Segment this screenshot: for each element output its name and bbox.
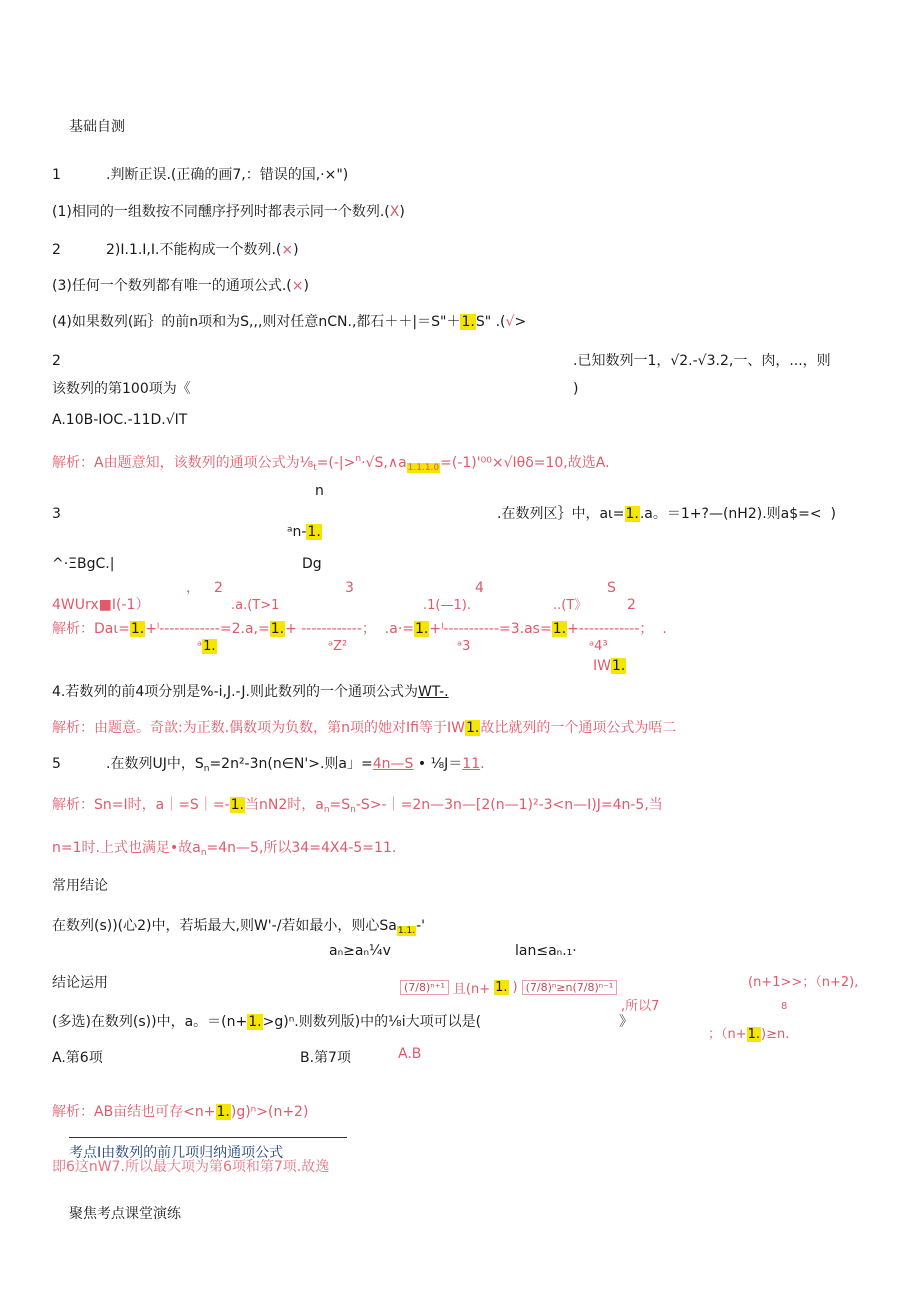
app-f3-hl: 1. [747,1027,761,1042]
a3-line1a [52,596,149,614]
a5-l2-pre: n=1时.上式也满足•故a [52,840,201,856]
q1-2-number: 2 [52,242,61,258]
a5-sub1: n [323,805,330,815]
a3-den1-hl: 1. [203,639,216,654]
a3-num-3: 3 [345,580,354,596]
section-title-basic-test: 基础自测 [69,119,125,135]
a2-post: =(-1)'⁰⁰×√Iθδ=10,故选A. [440,455,610,471]
fraction-box-1: (7/8)ⁿ⁺¹ [400,980,449,995]
kaodian-overlap-text: 即6这nW7.所以最大项为第6项和第7项.故逸 [52,1159,330,1175]
conc-post: -' [416,918,425,934]
q1-4-pre: (4)如果数列(跖｝的前n项和为S,,,则对任意nCN.,都石＋＋|＝S"＋ [52,314,461,330]
option-b: B.第7项 [300,1050,351,1066]
a3-last-hl: 1. [611,658,626,674]
conclusion-sub-a: aₙ≥aₙ¼v [329,943,391,959]
a3-main [52,620,667,638]
a3-hl-3: 1. [415,621,429,637]
app-f2: 8 [781,1001,788,1012]
app-post: >g)ⁿ.则数列版)中的⅛i大项可以是( [262,1014,482,1030]
q4-text: 4.若数列的前4项分别是%-i,J.-J.则此数列的一个通项公式为 [52,684,418,700]
q5-analysis-line2 [52,839,396,862]
q1-1 [52,203,405,221]
q3-denominator [287,523,322,541]
q3-den-highlight: 1. [307,524,321,540]
app-pre: (多选)在数列(s))中，a。＝(n+ [52,1014,248,1030]
a-app-post: )g)ⁿ>(n+2) [230,1104,309,1120]
q1-4 [52,313,526,331]
a-app-pre: 解析：AB亩结也可存<n+ [52,1104,216,1120]
app-f1: (n+1>>；（n+2), [748,975,859,990]
app-highlight: 1. [248,1014,262,1030]
q1-1-mark: X [389,204,400,220]
section-title-common-conclusions: 常用结论 [52,878,108,894]
a3-seg-1: +ˡ------------=2.a,= [145,621,270,637]
q2-number: 2 [52,353,61,369]
a5-l1-mid2: =S [329,797,351,813]
q1-2-close: ) [293,242,299,258]
a2-sub1: t [313,463,317,473]
a3-pre: 解析：Daι= [52,621,130,637]
q1-text: .判断正误.(正确的画7,：错误的国,·×") [106,167,349,183]
q5-dot: • [413,756,431,772]
a5-l1-mid: 当nN2时，a [244,797,324,813]
a3-den-3: ᵃ3 [457,639,471,654]
a3-line1a-text: 4WUrx■I(-1 [52,597,136,613]
app-f3-pre: ；（n+ [708,1027,747,1042]
a3-last-pre: IW [593,658,611,674]
app-close: 》 [619,1014,633,1030]
a3-dots: . [662,621,667,637]
q3-option-d: Dg [302,556,322,572]
q5-mid: =2n²-3n(n∈N'>.则a」= [209,756,373,772]
a3-num-2: 2 [214,580,223,596]
a3-hl-2: 1. [270,621,285,637]
q2-paren: ) [573,381,579,397]
q1-4-close: > [514,314,527,330]
conc-pre: 在数列(s))(心2)中，若垢最大,则W'-/若如最小，则心Sa [52,918,397,934]
a-app-highlight: 1. [216,1104,230,1120]
q5-number: 5 [52,756,61,772]
q1-2 [106,241,299,259]
app-frac-mid: 且(n+ [452,982,491,997]
q1-4-mark: √ [505,314,515,330]
a2-m1: =(-|> [316,455,356,471]
q2-options: A.10B-IOC.-11D.√IT [52,412,188,428]
q5-pre: .在数列UJ中，S [106,756,204,772]
a5-highlight: 1. [230,797,244,813]
q1-3-mark: × [291,278,304,294]
app-f3 [708,1026,789,1044]
q3-pre: .在数列区｝中，aι= [497,506,625,522]
fraction-box-2: (7/8)ⁿ≥n(7/8)ⁿ⁻¹ [522,980,618,995]
application-analysis [52,1103,308,1121]
q1-2-text: 2)I.1.I,I.不能构成一个数列.( [106,242,282,258]
q3-den-pre: ᵃn- [287,524,307,540]
q2-right-text: .已知数列一1，√2.-√3.2,一、肉，...，则 [573,353,831,369]
kaodian-title: 考点I由数列的前几项归纳通项公式 [69,1145,284,1161]
a3-line1a-close: ） [135,597,150,613]
a3-seg-2: + ------------； [285,621,376,637]
q3-top-n: n [315,483,324,499]
q3-post: .a。＝1+?—(nH2).则a$=< [639,506,822,522]
a3-line1b: .a.(T>1 [231,598,280,613]
a2-sup: n [355,454,362,464]
q1-4-tail: .( [495,314,506,330]
q2-line2: 该数列的第100项为《 [52,381,191,397]
a2-pre: 解析：A由题意知，该数列的通项公式为⅛ [52,455,314,471]
a4-pre: 解析：由题意。奇歆:为正数.偶数项为负数，第n项的她对Ifi等于IW [52,720,465,736]
q5-end: . [480,756,485,772]
q3-text [497,505,836,523]
conc-highlight: 1.1. [397,926,416,936]
q5-analysis-line1 [52,796,663,819]
divider-rule [69,1137,347,1138]
a2-highlight: 1.1.1.0 [407,463,440,473]
q1-3-close: ) [303,278,309,294]
option-a: A.第6项 [52,1050,103,1066]
q1-1-close: ) [399,204,405,220]
q5-answer-1: 4n—S [372,756,414,772]
q1-3 [52,277,309,295]
a4-post: 故比就列的一个通项公式为唔二 [480,720,677,736]
app-f3-post: )≥n. [761,1027,790,1042]
q4-analysis [52,719,676,737]
q5 [106,755,485,778]
q1-number: 1 [52,167,61,183]
a5-sub2: n [350,805,356,815]
q5-sub: n [203,764,210,774]
q1-2-mark: × [281,242,294,258]
a5-l2-post: =4n—5,所以34=4X4-5=11. [206,840,397,856]
a3-seg-5: +------------； [567,621,654,637]
q3-highlight: 1. [625,506,639,522]
a3-hl-4: 1. [552,621,567,637]
a5-l1-post: -S>-｜=2n—3n—[2(n—1)²-3<n—I)J=4n-5,当 [355,797,663,813]
a3-den-2: ᵃZ² [328,639,348,654]
app-frac-hl: 1. [495,980,508,995]
a4-highlight: 1. [465,720,480,736]
app-fraction-row [400,978,617,997]
conclusion-text [52,917,425,940]
a3-den-4: ᵃ4³ [589,639,608,654]
a5-l1-pre: 解析：Sn=I时，a｜=S｜=- [52,797,230,813]
a3-num-6: 2 [627,597,636,613]
a3-seg-3: .a·= [384,621,415,637]
section-title-focus-practice: 聚焦考点课堂演练 [69,1206,181,1222]
q4-answer: WT-. [417,684,449,700]
q1-4-highlight: 1. [461,314,475,330]
a3-seg-4: +ˡ-----------=3.as= [429,621,552,637]
app-frac-close: ) [512,980,518,995]
q3-close: ) [830,506,836,522]
q3-options-abc: ^·ΞBgC.| [52,556,115,572]
a3-den-1 [197,638,217,656]
a3-num-4: 4 [475,580,484,596]
q1-3-text: (3)任何一个数列都有唯一的通项公式.( [52,278,292,294]
section-title-application: 结论运用 [52,975,108,991]
q1-1-text: (1)相同的一组数按不同醺序抒列时都表示同一个数列.( [52,204,390,220]
conclusion-sub-b: lan≤aₙ.₁· [515,943,577,959]
a3-hl-1: 1. [130,621,145,637]
q4 [52,683,449,701]
q5-answer-2: 11 [462,756,481,772]
q1-4-post: S" [475,314,492,330]
q3-number: 3 [52,506,61,522]
q2-analysis [52,450,610,477]
a3-line1c: .1(—1). [423,598,471,613]
a3-num-5: S [607,580,616,596]
a3-line1d: ..(T》 [553,598,588,613]
a2-m2: ·√S,∧a [361,455,407,471]
a3-last [593,657,626,675]
app-frac-tail: ,所以7 [621,999,660,1014]
a3-num-1: ， [186,580,200,596]
a3-den1-text: ᵃ [197,639,203,654]
app-answer: A.B [398,1046,422,1062]
q5-ans2-pre: ⅛J＝ [430,756,463,772]
application-question [52,1013,481,1031]
a5-sub3: n [200,848,207,858]
